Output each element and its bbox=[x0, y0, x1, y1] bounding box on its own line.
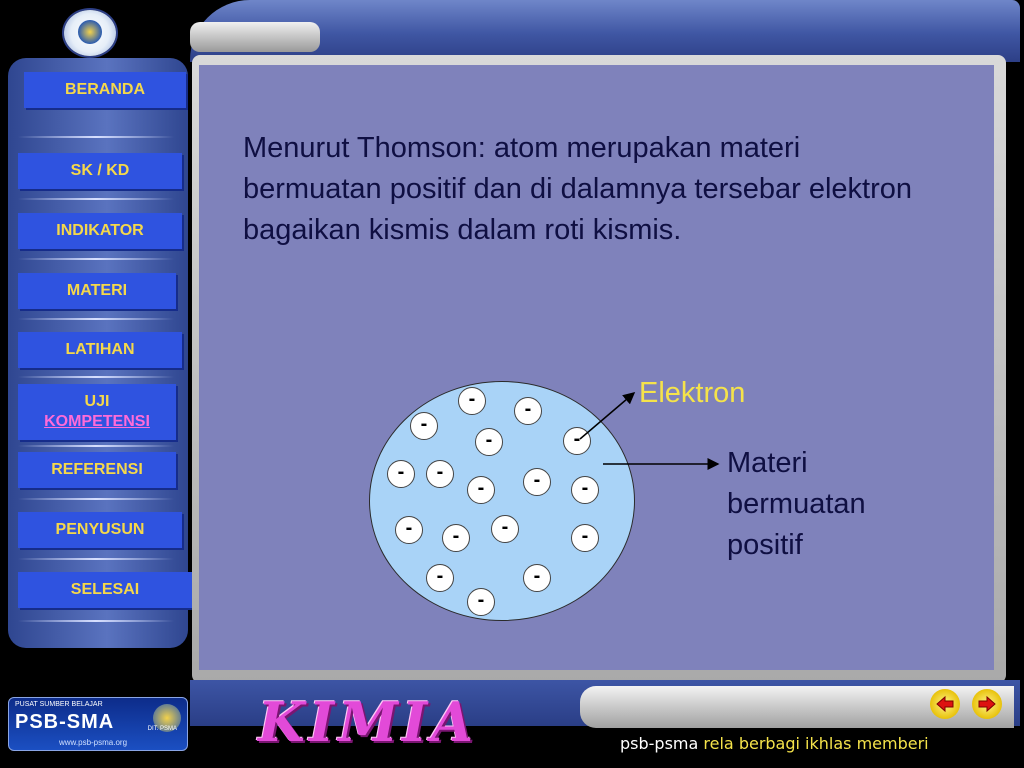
electron: - bbox=[442, 524, 470, 552]
electron-pointer-arrow bbox=[580, 393, 634, 439]
nav-sk-kd[interactable]: SK / KD bbox=[18, 153, 182, 189]
label-materi-positif: Materi bermuatan positif bbox=[727, 447, 866, 561]
nav-materi[interactable]: MATERI bbox=[18, 273, 176, 309]
electron: - bbox=[523, 468, 551, 496]
tagline-slogan: rela berbagi ikhlas memberi bbox=[703, 734, 929, 753]
footer-tagline bbox=[620, 734, 929, 753]
psb-logo-name: PSB-SMA bbox=[15, 711, 115, 733]
nav-penyusun[interactable]: PENYUSUN bbox=[18, 512, 182, 548]
electron: - bbox=[523, 564, 551, 592]
electron: - bbox=[426, 564, 454, 592]
electron: - bbox=[395, 516, 423, 544]
electron: - bbox=[458, 387, 486, 415]
psb-logo-url: www.psb-psma.org bbox=[59, 738, 128, 747]
nav-indikator[interactable]: INDIKATOR bbox=[18, 213, 182, 249]
nav-latihan[interactable]: LATIHAN bbox=[18, 332, 182, 368]
label-elektron: Elektron bbox=[639, 377, 746, 409]
electron: - bbox=[387, 460, 415, 488]
electron: - bbox=[467, 588, 495, 616]
psb-sma-logo bbox=[8, 697, 188, 751]
electron: - bbox=[475, 428, 503, 456]
nav-beranda[interactable]: BERANDA bbox=[24, 72, 186, 108]
prev-button[interactable] bbox=[930, 689, 960, 719]
electron: - bbox=[571, 476, 599, 504]
electron: - bbox=[491, 515, 519, 543]
nav-uji-label: UJI bbox=[84, 393, 110, 410]
electron: - bbox=[563, 427, 591, 455]
psb-logo-sub: DIT. PSMA bbox=[147, 726, 177, 732]
electron: - bbox=[426, 460, 454, 488]
nav-referensi[interactable]: REFERENSI bbox=[18, 452, 176, 488]
arrow-right-icon bbox=[977, 694, 997, 714]
psb-logo-small-text: PUSAT SUMBER BELAJAR bbox=[15, 701, 103, 708]
nav-selesai[interactable]: SELESAI bbox=[18, 572, 192, 608]
thomson-description: Menurut Thomson: atom merupakan materi bermuatan positif dan di dalamnya tersebar elektron bagaikan kismis dalam roti kismis. bbox=[243, 132, 912, 246]
nav-kompetensi-label: KOMPETENSI bbox=[44, 413, 150, 430]
electron: - bbox=[514, 397, 542, 425]
electron: - bbox=[467, 476, 495, 504]
electron: - bbox=[571, 524, 599, 552]
electron: - bbox=[410, 412, 438, 440]
arrow-left-icon bbox=[935, 694, 955, 714]
next-button[interactable] bbox=[972, 689, 1002, 719]
tagline-brand: psb-psma bbox=[620, 734, 699, 753]
kimia-title: KIMIA bbox=[258, 690, 478, 754]
